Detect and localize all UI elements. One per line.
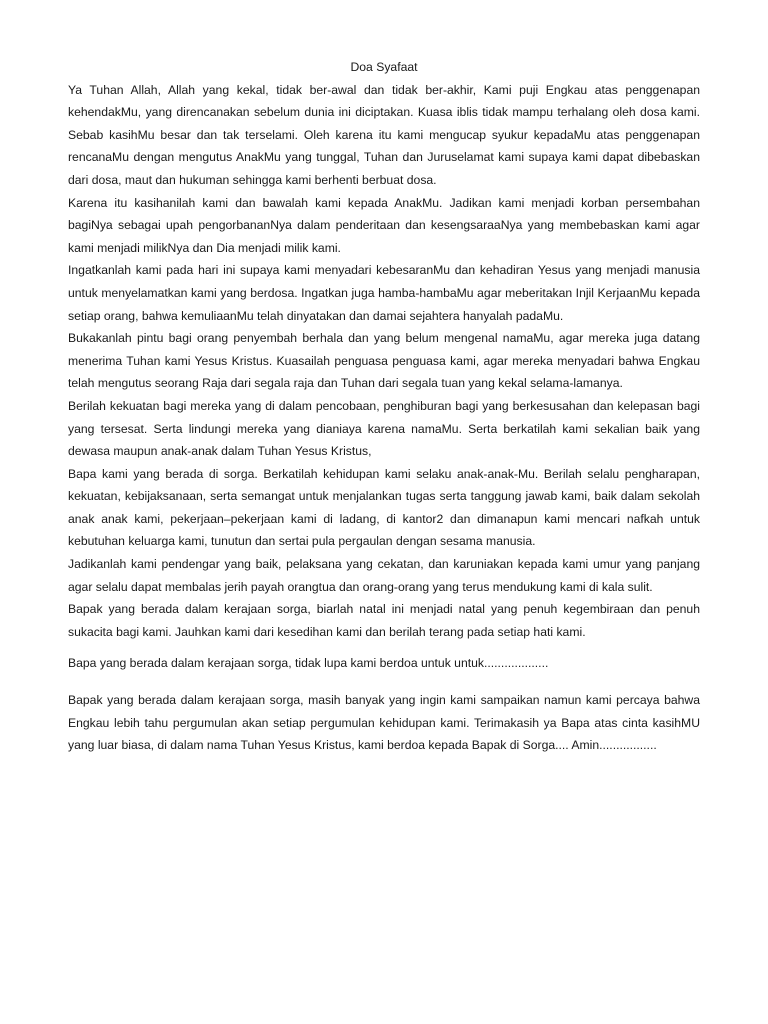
paragraph-opening: Ya Tuhan Allah, Allah yang kekal, tidak ber-awal dan tidak ber-akhir, Kami puji Engkau atas penggenapan kehendakMu, yang direncanakan sebelum dunia ini diciptakan. Kuasa iblis tidak mampu terhalang oleh dosa kami. Sebab kasihMu besar dan tak terselami. Oleh karena itu kami mengucap syukur kepadaMu atas penggenapan rencanaMu dengan mengutus AnakMu yang tunggal, Tuhan dan Juruselamat kami supaya kami dapat dibebaskan dari dosa, maut dan hukuman sehingga kami berhenti berbuat dosa. bbox=[68, 82, 700, 187]
paragraph-open-door: Bukakanlah pintu bagi orang penyembah berhala dan yang belum mengenal namaMu, agar mereka juga datang menerima Tuhan kami Yesus Kristus. Kuasailah penguasa penguasa kami, agar mereka menyadari bahwa Engkau telah mengutus seorang Raja dari segala raja dan Tuhan dari segala tuan yang kekal selama-lamanya. bbox=[68, 331, 700, 391]
document-title: Doa Syafaat bbox=[350, 60, 418, 74]
paragraph-remember: Ingatkanlah kami pada hari ini supaya kami menyadari kebesaranMu dan kehadiran Yesus yang menjadi manusia untuk menyelamatkan kami yang berdosa. Ingatkan juga hamba-hambaMu agar meberitakan Injil KerjaanMu kepada setiap orang, bahwa kemuliaanMu telah dinyatakan dan damai sejahtera hanyalah padaMu. bbox=[68, 263, 700, 323]
paragraph-bless-family: Bapa kami yang berada di sorga. Berkatilah kehidupan kami selaku anak-anak-Mu. Berilah selalu pengharapan, kekuatan, kebijaksanaan, serta semangat untuk menjalankan tugas serta tanggung jawab kami, baik dalam sekolah anak anak kami, pekerjaan–pekerjaan kami di ladang, di kantor2 dan dimanapun kami mencari nafkah untuk kebutuhan keluarga kami, tunutun dan sertai pula pergaulan dengan sesama manusia. bbox=[68, 466, 700, 549]
paragraph-strength: Berilah kekuatan bagi mereka yang di dalam pencobaan, penghiburan bagi yang berkesusahan dan kelepasan bagi yang tersesat. Serta lindungi mereka yang dianiaya karena namaMu. Serta berkatilah kami sekalian baik yang dewasa maupun anak-anak dalam Tuhan Yesus Kristus, bbox=[68, 398, 700, 459]
paragraph-closing: Bapak yang berada dalam kerajaan sorga, masih banyak yang ingin kami sampaikan namun kami percaya bahwa Engkau lebih tahu pergumulan akan setiap pergumulan kehidupan kami. Terimakasih ya Bapa atas cinta kasihMU yang luar biasa, di dalam nama Tuhan Yesus Kristus, kami berdoa kepada Bapak di Sorga.... Amin................. bbox=[68, 693, 700, 753]
paragraph-listener: Jadikanlah kami pendengar yang baik, pelaksana yang cekatan, dan karuniakan kepada kami umur yang panjang agar selalu dapat membalas jerih payah orangtua dan orang-orang yang terus mendukung kami di kala sulit. bbox=[68, 557, 700, 594]
document-page bbox=[68, 56, 700, 757]
paragraph-mercy: Karena itu kasihanilah kami dan bawalah kami kepada AnakMu. Jadikan kami menjadi korban persembahan bagiNya sebagai upah pengorbananNya dalam penderitaan dan kesengsaraaNya yang membebaskan kami agar kami menjadi milikNya dan Dia menjadi milik kami. bbox=[68, 195, 700, 255]
paragraph-christmas: Bapak yang berada dalam kerajaan sorga, biarlah natal ini menjadi natal yang penuh kegembiraan dan penuh sukacita bagi kami. Jauhkan kami dari kesedihan kami dan berilah terang pada setiap hati kami. bbox=[68, 602, 700, 639]
paragraph-pray-for: Bapa yang berada dalam kerajaan sorga, tidak lupa kami berdoa untuk untuk................... bbox=[68, 656, 549, 671]
